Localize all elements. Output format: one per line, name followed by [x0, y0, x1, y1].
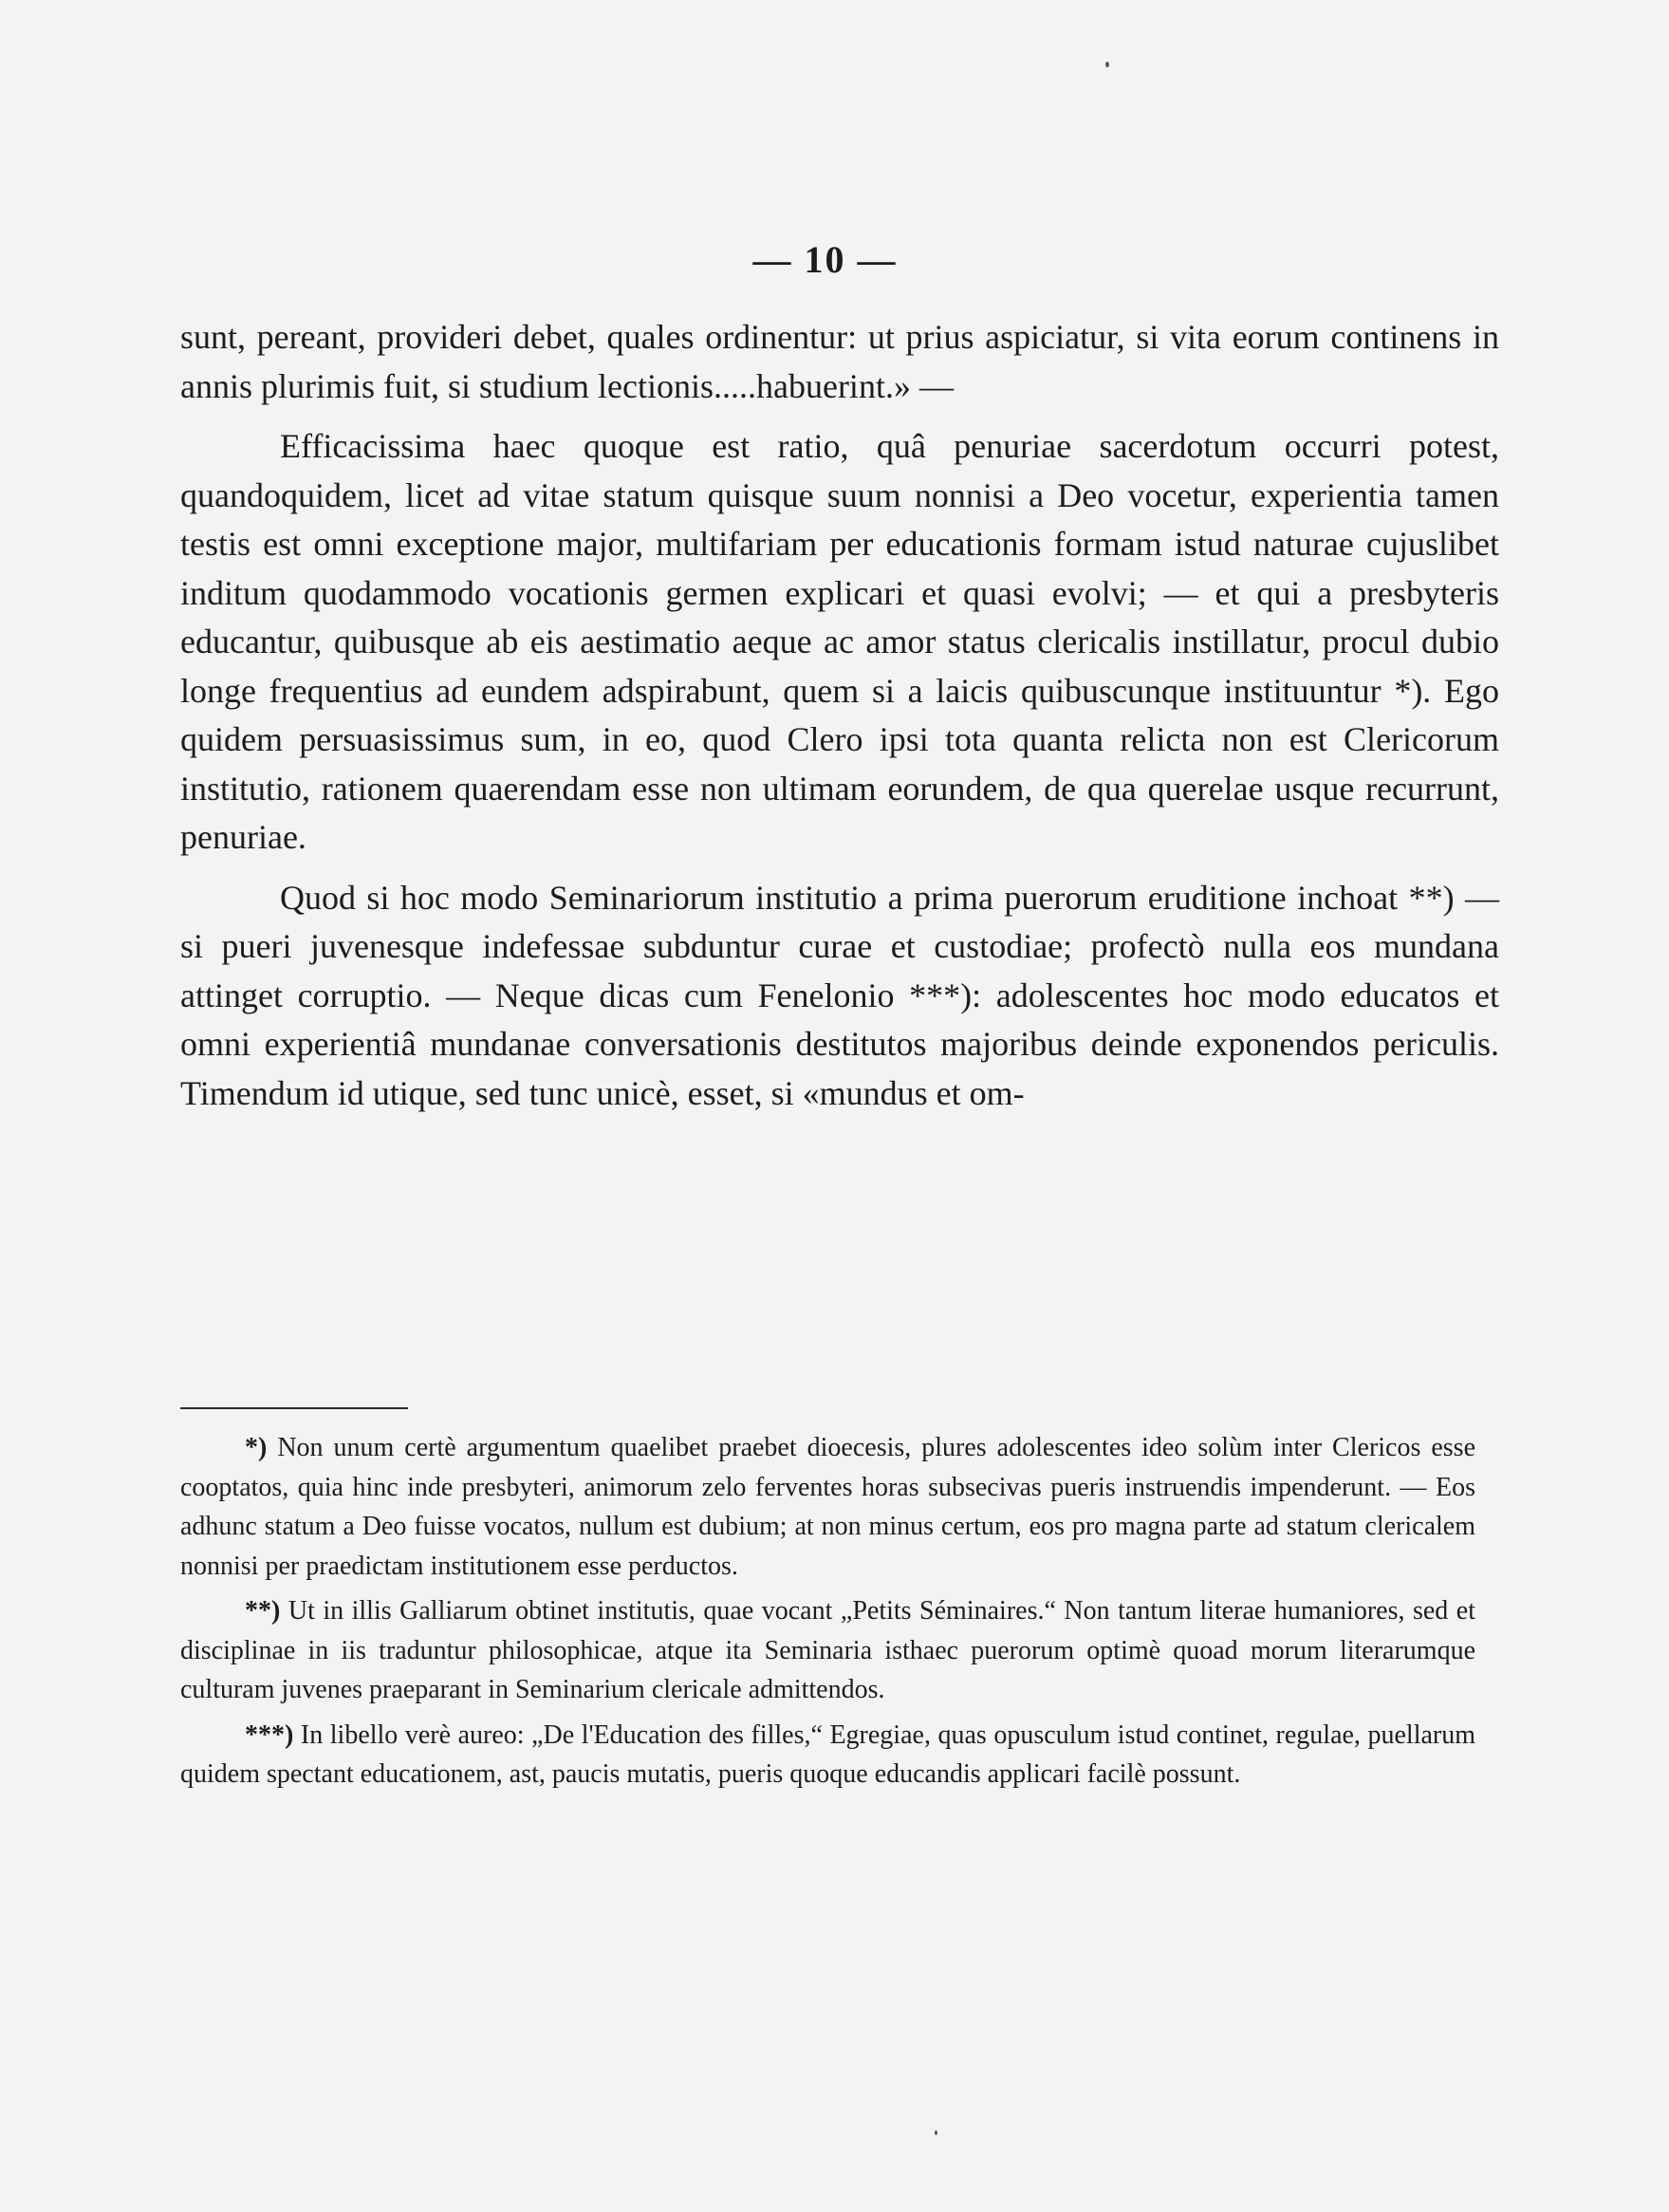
footnote-marker: *): [245, 1433, 268, 1462]
paper-speck: [935, 2130, 937, 2135]
footnote-2: [180, 1591, 1475, 1710]
footnote-marker: **): [245, 1596, 281, 1626]
footnote-3: [180, 1716, 1475, 1794]
paragraph-continuation: sunt, pereant, provideri debet, quales ordinentur: ut prius aspiciatur, si vita eorum continens in annis plurimis fuit, si studium lectionis.....habuerint.» —: [180, 318, 1499, 405]
footnote-marker: ***): [245, 1719, 294, 1750]
footnote-1: [180, 1428, 1475, 1586]
footnotes: [180, 1428, 1475, 1800]
footnote-text: Ut in illis Galliarum obtinet institutis, quae vocant „Petits Séminaires.“ Non tantum literae humaniores, sed et disciplinae in iis traduntur philosophicae, atque ita Seminaria isthaec puerorum optimè quoad morum literarumque culturam juvenes praeparant in Seminarium clericale admittendos.: [180, 1596, 1476, 1704]
paragraph-efficacissima: Efficacissima haec quoque est ratio, quâ penuriae sacerdotum occurri potest, quandoquidem, licet ad vitae statum quisque suum nonnisi a Deo vocetur, experientia tamen testis est omni exceptione major, multifariam per educationis formam istud naturae cujuslibet inditum quodammodo vocationis germen explicari et quasi evolvi; — et qui a presbyteris educantur, quibusque ab eis aestimatio aeque ac amor status clericalis instillatur, procul dubio longe frequentius ad eundem adspirabunt, quem si a laicis quibuscunque instituuntur *). Ego quidem persuasissimus sum, in eo, quod Clero ipsi tota quanta relicta non est Clericorum institutio, rationem quaerendam esse non ultimam eorundem, de qua querelae usque recurrunt, penuriae.: [180, 427, 1499, 856]
footnote-text: In libello verè aureo: „De l'Education des filles,“ Egregiae, quas opusculum istud continet, regulae, puellarum quidem spectant educationem, ast, paucis mutatis, pueris quoque educandis applicari facilè possunt.: [180, 1719, 1476, 1789]
paper-speck: [1105, 62, 1109, 67]
footnote-separator: [180, 1407, 408, 1409]
main-text: [180, 313, 1499, 1129]
footnote-text: Non unum certè argumentum quaelibet praebet dioecesis, plures adolescentes ideo solùm inter Clericos esse cooptatos, quia hinc inde presbyteri, animorum zelo ferventes horas subsecivas pueris instruendis impenderunt. — Eos adhunc statum a Deo fuisse vocatos, nullum est dubium; at non minus certum, eos pro magna parte ad statum clericalem nonnisi per praedictam institutionem esse perductos.: [180, 1433, 1475, 1581]
paragraph-quod-si: Quod si hoc modo Seminariorum institutio a prima puerorum eruditione inchoat **) — si pueri juvenesque indefessae subduntur curae et custodiae; profectò nulla eos mundana attinget corruptio. — Neque dicas cum Fenelonio ***): adolescentes hoc modo educatos et omni experientiâ mundanae conversationis destitutos majoribus deinde exponendos periculis. Timendum id utique, sed tunc unicè, esset, si «mundus et om-: [180, 878, 1499, 1112]
page-number: — 10 —: [752, 238, 898, 281]
